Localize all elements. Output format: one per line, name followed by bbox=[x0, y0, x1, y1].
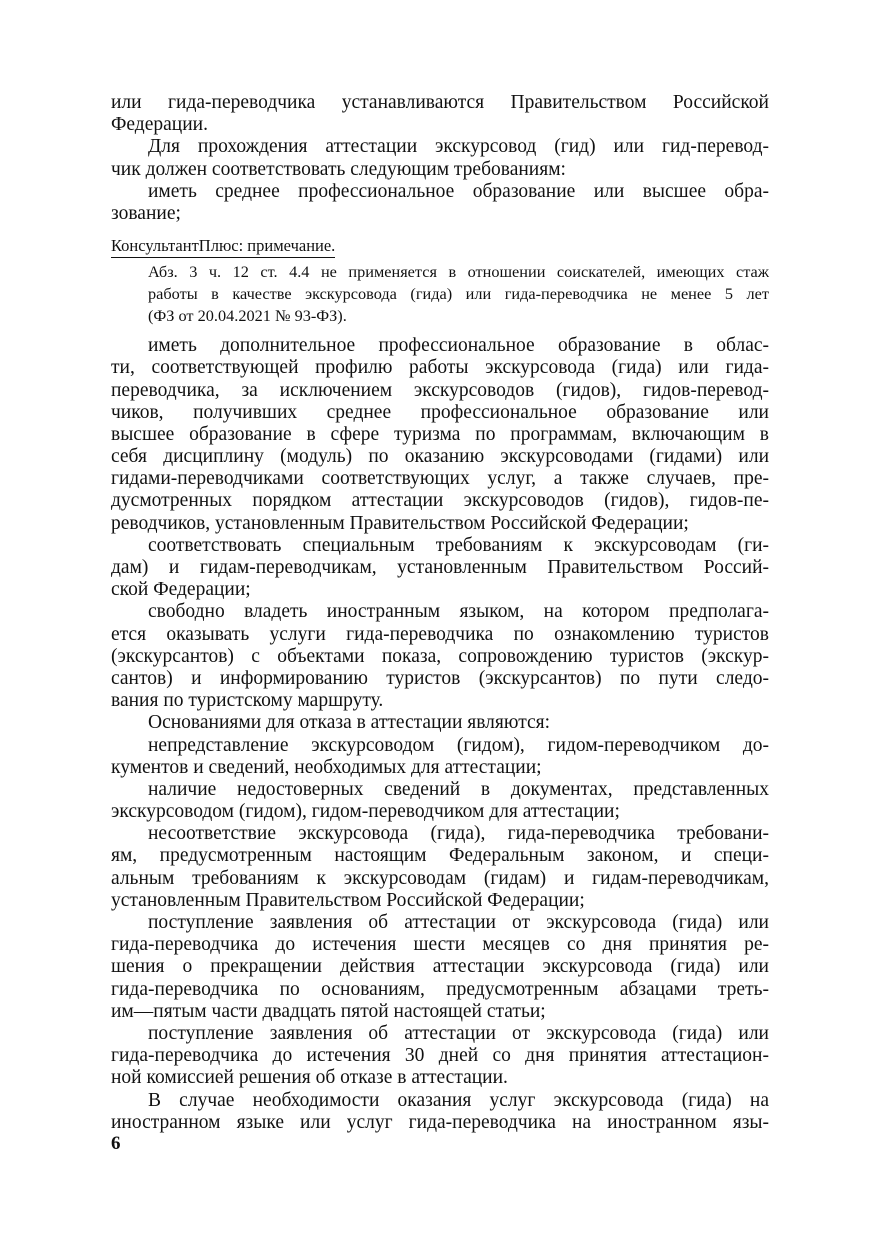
consultant-note bbox=[111, 225, 769, 327]
text-line: поступление заявления об аттестации от экскурсовода (гида) или bbox=[148, 912, 769, 933]
paragraph bbox=[111, 823, 769, 912]
paragraph bbox=[111, 181, 769, 225]
text-line: иметь среднее профессиональное образование или высшее обра- bbox=[148, 180, 769, 202]
text-line: иностранном языке или услуг гида-переводчика на иностранном язы- bbox=[111, 1111, 769, 1133]
text-line: соответствовать специальным требованиям к экскурсоводам (ги- bbox=[148, 534, 769, 556]
text-line: ется оказывать услуги гида-переводчика по ознакомлению туристов bbox=[111, 623, 769, 645]
text-line: иметь дополнительное профессиональное образование в облас- bbox=[148, 335, 769, 357]
paragraph bbox=[111, 535, 769, 602]
note-line: (ФЗ от 20.04.2021 № 93-ФЗ). bbox=[148, 306, 347, 326]
text-line: Для прохождения аттестации экскурсовод (гид) или гид-перевод- bbox=[148, 136, 769, 158]
text-line: ной комиссией решения об отказе в аттестации. bbox=[111, 1067, 508, 1089]
text-line: гида-переводчика до истечения 30 дней со дня принятия аттестацион- bbox=[111, 1045, 769, 1067]
text-line: дусмотренных порядком аттестации экскурсоводов (гидов), гидов-пе- bbox=[111, 490, 769, 512]
paragraph bbox=[111, 601, 769, 712]
text-line: ской Федерации; bbox=[111, 579, 251, 601]
text-line: переводчика, за исключением экскурсоводов (гидов), гидов-перевод- bbox=[111, 379, 769, 401]
text-line: дам) и гидам-переводчикам, установленным Правительством Россий- bbox=[111, 557, 769, 578]
text-line: Основаниями для отказа в аттестации являются: bbox=[148, 712, 550, 734]
text-line: высшее образование в сфере туризма по программам, включающим в bbox=[111, 423, 769, 445]
paragraph bbox=[111, 335, 769, 535]
text-line: шения о прекращении действия аттестации экскурсовода (гида) или bbox=[111, 956, 769, 978]
paragraph bbox=[111, 136, 769, 180]
text-line: гида-переводчика по основаниям, предусмотренным абзацами треть- bbox=[111, 978, 769, 1000]
text-line: Федерации. bbox=[111, 114, 208, 136]
text-line: установленным Правительством Российской Федерации; bbox=[111, 889, 585, 911]
text-line: кументов и сведений, необходимых для аттестации; bbox=[111, 756, 542, 778]
paragraph bbox=[111, 712, 769, 734]
text-line: гида-переводчика до истечения шести месяцев со дня принятия ре- bbox=[111, 934, 769, 956]
note-line: работы в качестве экскурсовода (гида) или гида-переводчика не менее 5 лет bbox=[148, 284, 769, 304]
note-line: Абз. 3 ч. 12 ст. 4.4 не применяется в отношении соискателей, имеющих стаж bbox=[148, 262, 769, 282]
text-line: непредставление экскурсоводом (гидом), гидом-переводчиком до- bbox=[148, 734, 769, 756]
page-number: 6 bbox=[111, 1133, 121, 1154]
text-line: экскурсоводом (гидом), гидом-переводчиком для аттестации; bbox=[111, 801, 620, 823]
paragraph bbox=[111, 1090, 769, 1134]
paragraph bbox=[111, 92, 769, 136]
text-line: ям, предусмотренным настоящим Федеральным законом, и специ- bbox=[111, 845, 769, 867]
text-line: сантов) и информированию туристов (экскурсантов) по пути следо- bbox=[111, 667, 769, 689]
paragraph bbox=[111, 1023, 769, 1090]
text-line: наличие недостоверных сведений в документах, представленных bbox=[148, 778, 769, 800]
text-line: или гида-переводчика устанавливаются Правительством Российской bbox=[111, 92, 769, 113]
text-line: чиков, получивших среднее профессиональное образование или bbox=[111, 401, 769, 423]
text-line: свободно владеть иностранным языком, на котором предполага- bbox=[148, 601, 769, 623]
note-body bbox=[111, 261, 769, 327]
text-line: ти, соответствующей профилю работы экскурсовода (гида) или гида- bbox=[111, 357, 769, 379]
text-line: поступление заявления об аттестации от экскурсовода (гида) или bbox=[148, 1022, 769, 1044]
text-line: чик должен соответствовать следующим требованиям: bbox=[111, 158, 566, 180]
text-line: альным требованиям к экскурсоводам (гидам) и гидам-переводчикам, bbox=[111, 867, 769, 889]
text-line: В случае необходимости оказания услуг экскурсовода (гида) на bbox=[148, 1089, 769, 1111]
text-line: реводчиков, установленным Правительством Российской Федерации; bbox=[111, 512, 689, 534]
paragraph bbox=[111, 779, 769, 823]
text-line: (экскурсантов) с объектами показа, сопровождению туристов (экскур- bbox=[111, 645, 769, 667]
document-page bbox=[111, 92, 769, 1134]
text-line: зование; bbox=[111, 202, 181, 224]
text-line: им—пятым части двадцать пятой настоящей статьи; bbox=[111, 1000, 546, 1022]
text-line: несоответствие экскурсовода (гида), гида-переводчика требовани- bbox=[148, 823, 769, 845]
text-line: себя дисциплину (модуль) по оказанию экскурсоводами (гидами) или bbox=[111, 446, 769, 468]
text-line: вания по туристскому маршруту. bbox=[111, 690, 384, 712]
note-header[interactable]: КонсультантПлюс: примечание. bbox=[111, 235, 335, 258]
text-line: гидами-переводчиками соответствующих услуг, а также случаев, пре- bbox=[111, 468, 769, 490]
paragraph bbox=[111, 912, 769, 1023]
paragraph bbox=[111, 735, 769, 779]
